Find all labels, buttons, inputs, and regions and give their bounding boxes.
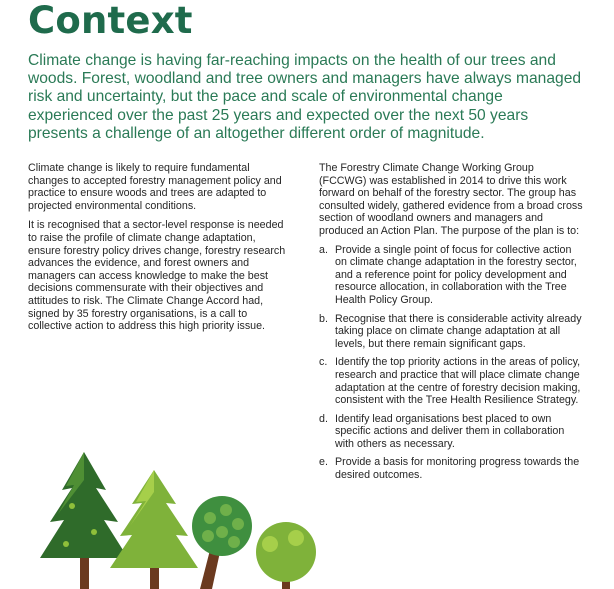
list-item-text: Provide a basis for monitoring progress towards the desired outcomes. xyxy=(335,456,580,482)
list-marker: a. xyxy=(319,243,328,256)
bush-tree-icon xyxy=(256,522,316,589)
list-item-text: Identify the top priority actions in the areas of policy, research and practice that will place climate change adaptation at the centre of forestry decision making, consistent with the Tree Health Resilience Strategy. xyxy=(335,356,581,407)
list-marker: d. xyxy=(319,412,328,425)
round-tree-icon xyxy=(192,496,252,589)
conifer-tree-icon xyxy=(110,470,198,589)
list-item xyxy=(319,313,584,351)
list-item xyxy=(319,356,584,406)
right-intro-paragraph: The Forestry Climate Change Working Group (FCCWG) was established in 2014 to drive this work forward on behalf of the forestry sector. The group has consulted widely, gathered evidence from a broad cross section of woodland owners and managers and produced an Action Plan. The purpose of the plan is to: xyxy=(319,162,583,237)
list-marker: b. xyxy=(319,312,328,325)
page-title: Context xyxy=(28,0,193,42)
left-column xyxy=(28,162,290,340)
conifer-tree-icon xyxy=(40,452,128,589)
left-paragraph: It is recognised that a sector-level response is needed to raise the profile of climate change adaptation, ensure forestry policy drives change, forestry research advances the evidence, and forest owners and managers can access knowledge to make the best decisions commensurate with their objectives and attitudes to risk. The Climate Change Accord had, signed by 35 forestry organisations, is a call to collective action to address this high priority issue. xyxy=(28,219,286,333)
plan-purpose-list xyxy=(319,244,584,482)
list-item-text: Identify lead organisations best placed to own specific actions and deliver them in collaboration with others as necessary. xyxy=(335,412,565,450)
right-column xyxy=(319,162,584,488)
intro-paragraph: Climate change is having far-reaching impacts on the health of our trees and woods. Forest, woodland and tree owners and managers have always managed risk and uncertainty, but the pace and scale of environmental change experienced over the past 25 years and expected over the next 50 years presents a challenge of an altogether different order of magnitude. xyxy=(28,52,582,142)
list-marker: e. xyxy=(319,456,328,469)
list-item-text: Recognise that there is considerable activity already taking place on climate change adaptation at all levels, but there remain significant gaps. xyxy=(335,312,582,350)
list-item xyxy=(319,244,584,307)
list-item xyxy=(319,456,584,481)
list-item xyxy=(319,413,584,451)
list-item-text: Provide a single point of focus for collective action on climate change adaptation in the forestry sector, and a reference point for policy development and resource allocation, in collaboration with the Tree Health Policy Group. xyxy=(335,243,577,306)
tree-illustration xyxy=(0,440,330,589)
list-marker: c. xyxy=(319,356,328,369)
left-paragraph: Climate change is likely to require fundamental changes to accepted forestry management policy and practice to ensure woods and trees are adapted to projected environmental conditions. xyxy=(28,162,282,212)
